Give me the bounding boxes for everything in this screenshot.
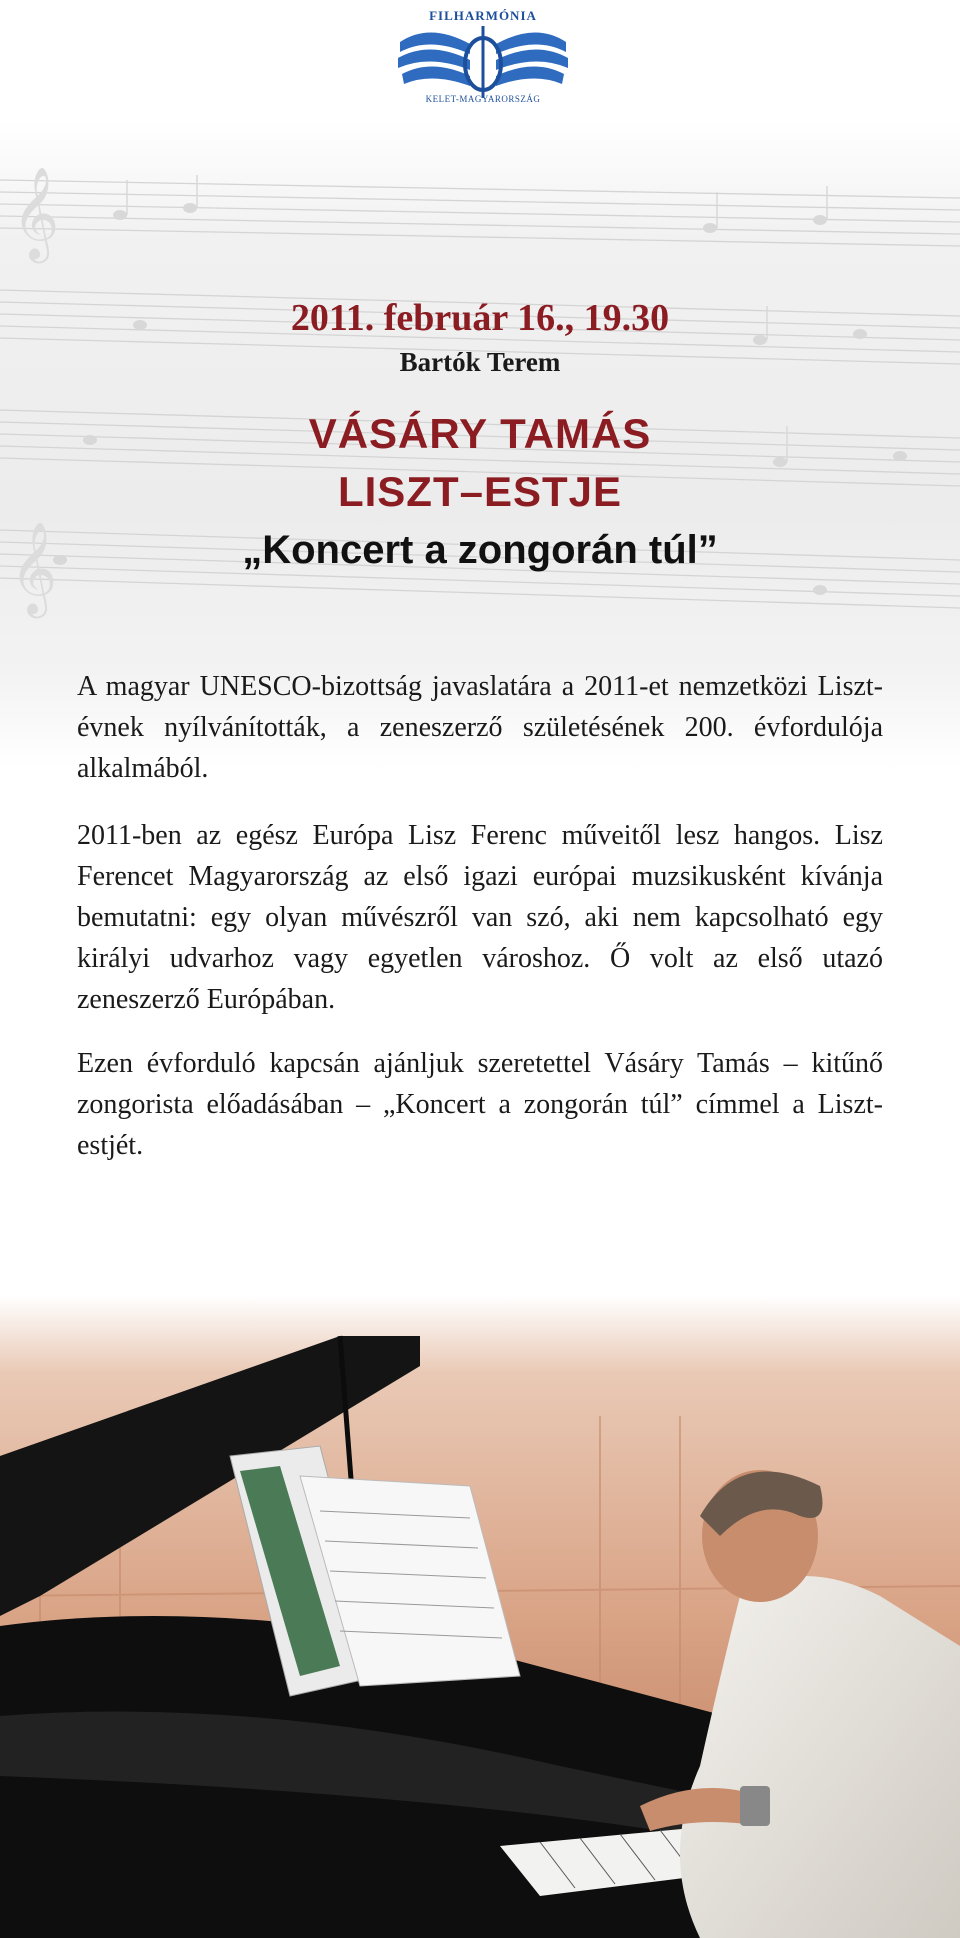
svg-text:𝄞: 𝄞 [10, 521, 58, 614]
paragraph-recommendation: Ezen évforduló kapcsán ajánljuk szeretettel Vásáry Tamás – kitűnő zongorista előadásában – „Koncert a zongorán túl” címmel a Liszt-estjét. [77, 1048, 883, 1161]
event-venue: Bartók Terem [399, 347, 561, 377]
pianist-photo [0, 1296, 960, 1938]
logo-bottom-text: KELET-MAGYARORSZÁG [425, 94, 541, 104]
svg-text:𝄞: 𝄞 [12, 166, 60, 259]
paragraph-europe: 2011-ben az egész Európa Lisz Ferenc műveitől lesz hangos. Lisz Ferencet Magyarország az első igazi európai muzsikusként kívánja bemutatni: egy olyan művészről van szó, aki nem kapcsolható egy királyi udvarhoz vagy egyetlen városhoz. Ő volt az első utazó zeneszerző Európában. [77, 820, 883, 1015]
filharmonia-logo [390, 2, 576, 122]
paragraph-unesco: A magyar UNESCO-bizottság javaslatára a 2011-et nemzetközi Liszt-évnek nyílvánították, a zeneszerző születésének 200. évfordulója alkalmából. [77, 671, 883, 784]
event-title-line1: VÁSÁRY TAMÁS [308, 410, 652, 457]
event-title-line2: LISZT–ESTJE [337, 468, 623, 515]
logo-top-text: FILHARMÓNIA [429, 8, 537, 23]
event-subtitle: „Koncert a zongorán túl” [242, 528, 718, 572]
event-date-time: 2011. február 16., 19.30 [290, 297, 670, 339]
